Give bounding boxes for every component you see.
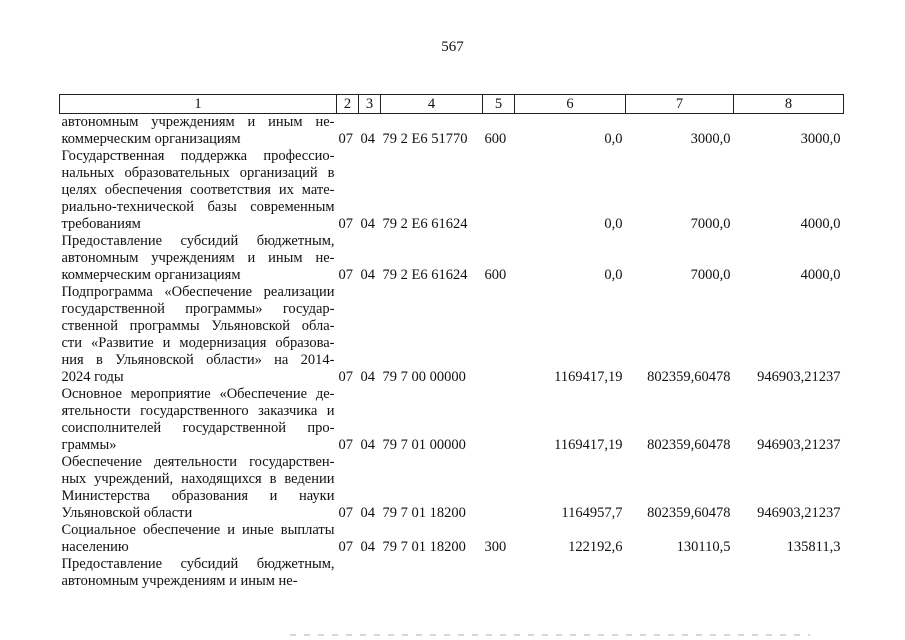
description-line: Обеспечение деятельности государствен- — [61, 454, 335, 470]
subsection-code: 04 — [360, 437, 375, 453]
section-code: 07 — [338, 369, 353, 385]
table-row — [60, 454, 844, 522]
subsection-code — [359, 556, 381, 590]
description-line: ния в Ульяновской области» на 2014- — [61, 352, 335, 368]
amount-col-6: 0,0 — [604, 267, 623, 283]
description-line: требованиям — [61, 216, 141, 232]
header-col-1: 1 — [60, 95, 337, 114]
subsection-code: 04 — [360, 216, 375, 232]
description-line: коммерческим организациям — [61, 131, 241, 147]
expense-type-code — [483, 386, 515, 454]
row-description — [60, 114, 337, 149]
target-article-code: 79 7 00 00000 — [382, 369, 466, 385]
amount-col-7: 130110,5 — [676, 539, 731, 555]
target-article-code: 79 2 Е6 61624 — [382, 267, 468, 283]
page-number: 567 — [441, 39, 464, 55]
description-line: сти «Развитие и модернизация образова- — [61, 335, 335, 351]
row-description — [60, 386, 337, 454]
description-line: автономным учреждениям и иным не- — [61, 114, 335, 130]
table-row — [60, 522, 844, 556]
row-description — [60, 556, 337, 590]
expense-type-code: 600 — [484, 267, 507, 283]
table-row — [60, 556, 844, 590]
amount-col-8: 946903,21237 — [757, 505, 841, 521]
row-description — [60, 454, 337, 522]
description-line: автономным учреждениям и иным не- — [61, 250, 335, 266]
amount-col-6: 0,0 — [604, 216, 623, 232]
description-line: государственной программы» государ- — [61, 301, 335, 317]
target-article-code: 79 2 Е6 51770 — [382, 131, 468, 147]
description-line: Ульяновской области — [61, 505, 193, 521]
amount-col-7: 802359,60478 — [647, 369, 731, 385]
target-article-code: 79 7 01 18200 — [382, 505, 466, 521]
amount-col-8: 4000,0 — [800, 267, 841, 283]
description-line: Предоставление субсидий бюджетным, — [61, 233, 335, 249]
section-code: 07 — [338, 505, 353, 521]
description-line: коммерческим организациям — [61, 267, 241, 283]
target-article-code: 79 2 Е6 61624 — [382, 216, 468, 232]
description-line: соисполнителей государственной про- — [61, 420, 335, 436]
header-col-4: 4 — [381, 95, 483, 114]
table-row — [60, 148, 844, 233]
section-code: 07 — [338, 539, 353, 555]
expense-type-code — [483, 284, 515, 386]
amount-col-7: 3000,0 — [690, 131, 731, 147]
amount-col-8: 4000,0 — [800, 216, 841, 232]
row-description — [60, 522, 337, 556]
description-line: автономным учреждениям и иным не- — [61, 573, 298, 589]
description-line: Подпрограмма «Обеспечение реализации — [61, 284, 335, 300]
target-article-code: 79 7 01 18200 — [382, 539, 466, 555]
description-line: целях обеспечения соответствия их мате- — [61, 182, 335, 198]
description-line: риально-технической базы современным — [61, 199, 335, 215]
amount-col-8: 946903,21237 — [757, 369, 841, 385]
row-description — [60, 233, 337, 284]
expense-type-code — [483, 454, 515, 522]
expense-type-code: 300 — [484, 539, 507, 555]
target-article-code: 79 7 01 00000 — [382, 437, 466, 453]
subsection-code: 04 — [360, 505, 375, 521]
header-col-6: 6 — [515, 95, 626, 114]
amount-col-7: 802359,60478 — [647, 505, 731, 521]
amount-col-7: 7000,0 — [690, 267, 731, 283]
subsection-code: 04 — [360, 369, 375, 385]
expense-type-code — [483, 556, 515, 590]
amount-col-6: 122192,6 — [568, 539, 623, 555]
target-article-code — [381, 556, 483, 590]
description-line: ятельности государственного заказчика и — [61, 403, 335, 419]
amount-col-8: 135811,3 — [786, 539, 841, 555]
header-col-5: 5 — [483, 95, 515, 114]
subsection-code: 04 — [360, 539, 375, 555]
amount-col-6: 1169417,19 — [554, 369, 623, 385]
amount-col-8: 946903,21237 — [757, 437, 841, 453]
amount-col-7 — [626, 556, 734, 590]
description-line: 2024 годы — [61, 369, 124, 385]
description-line: Основное мероприятие «Обеспечение де- — [61, 386, 335, 402]
budget-table — [59, 94, 844, 590]
header-col-7: 7 — [626, 95, 734, 114]
section-code: 07 — [338, 131, 353, 147]
subsection-code: 04 — [360, 267, 375, 283]
description-line: ственной программы Ульяновской обла- — [61, 318, 335, 334]
description-line: нальных образовательных организаций в — [61, 165, 335, 181]
amount-col-6 — [515, 556, 626, 590]
table-body — [60, 114, 844, 591]
table-row — [60, 114, 844, 149]
description-line: населению — [61, 539, 129, 555]
description-line: Предоставление субсидий бюджетным, — [61, 556, 335, 572]
amount-col-6: 1164957,7 — [561, 505, 623, 521]
amount-col-7: 802359,60478 — [647, 437, 731, 453]
amount-col-7: 7000,0 — [690, 216, 731, 232]
description-line: ных учреждений, находящихся в ведении — [61, 471, 335, 487]
row-description — [60, 284, 337, 386]
table-row — [60, 386, 844, 454]
description-line: Государственная поддержка профессио- — [61, 148, 335, 164]
amount-col-6: 1169417,19 — [554, 437, 623, 453]
table-row — [60, 284, 844, 386]
header-col-2: 2 — [337, 95, 359, 114]
scan-artifact — [290, 634, 810, 636]
table-row — [60, 233, 844, 284]
row-description — [60, 148, 337, 233]
subsection-code: 04 — [360, 131, 375, 147]
header-col-3: 3 — [359, 95, 381, 114]
description-line: Министерства образования и науки — [61, 488, 335, 504]
description-line: граммы» — [61, 437, 117, 453]
description-line: Социальное обеспечение и иные выплаты — [61, 522, 335, 538]
expense-type-code — [483, 148, 515, 233]
section-code: 07 — [338, 437, 353, 453]
section-code: 07 — [338, 216, 353, 232]
section-code: 07 — [338, 267, 353, 283]
header-col-8: 8 — [734, 95, 844, 114]
section-code — [337, 556, 359, 590]
amount-col-6: 0,0 — [604, 131, 623, 147]
amount-col-8: 3000,0 — [800, 131, 841, 147]
amount-col-8 — [734, 556, 844, 590]
expense-type-code: 600 — [484, 131, 507, 147]
table-header-row — [60, 95, 844, 114]
